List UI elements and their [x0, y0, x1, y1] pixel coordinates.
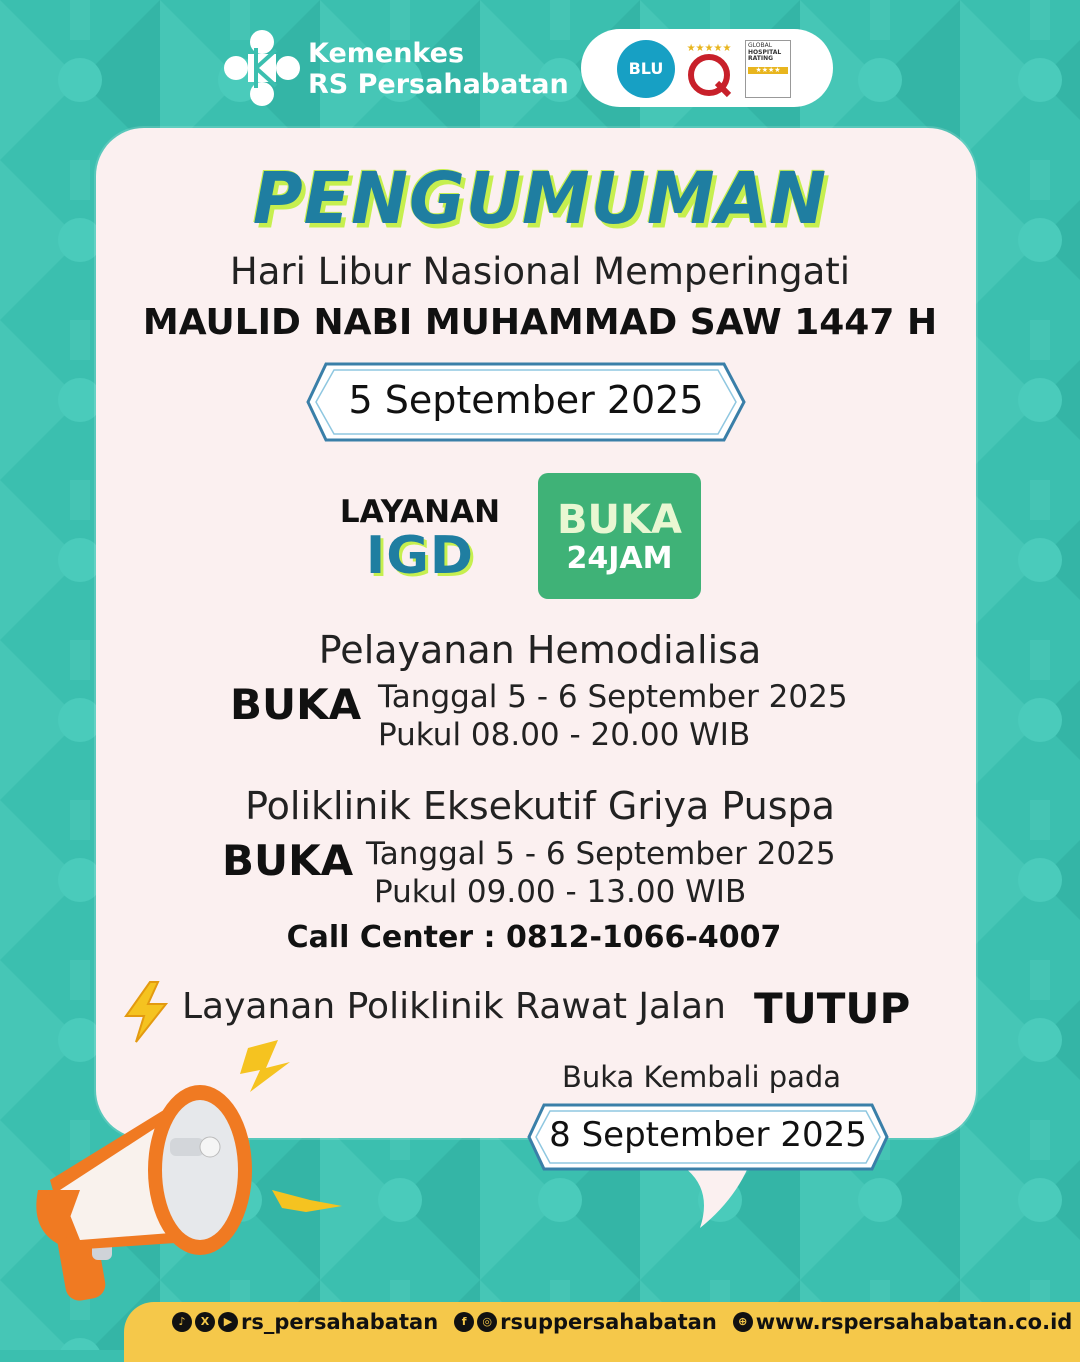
outpatient-text: Layanan Poliklinik Rawat Jalan: [182, 986, 726, 1027]
kemenkes-logo: [222, 28, 302, 108]
igd-label: [320, 494, 520, 586]
hemodialisa-schedule: [378, 678, 848, 754]
griya-puspa-schedule: [366, 835, 836, 911]
holiday-date-box: [304, 360, 748, 444]
igd-status-line1: BUKA: [557, 497, 682, 543]
igd-name: IGD: [365, 526, 475, 586]
footer-social: [172, 1310, 1072, 1334]
megaphone-icon: [30, 1040, 370, 1310]
griya-puspa-title: Poliklinik Eksekutif Griya Puspa: [245, 784, 835, 828]
globe-icon: ⊕: [733, 1312, 753, 1332]
reopen-label: Buka Kembali pada: [562, 1060, 842, 1094]
call-center: Call Center : 0812-1066-4007: [286, 920, 782, 955]
website-link[interactable]: www.rspersahabatan.co.id: [755, 1310, 1073, 1334]
svg-text:★★★★★: ★★★★★: [686, 43, 732, 54]
brand-name: [308, 38, 569, 100]
layanan-label: LAYANAN: [339, 494, 501, 530]
accreditation-badges: [581, 29, 833, 107]
ghr-line3: RATING: [748, 55, 774, 63]
igd-status-badge: [538, 473, 701, 599]
reopen-date: 8 September 2025: [549, 1115, 867, 1155]
tiktok-icon[interactable]: ♪: [172, 1312, 192, 1332]
hemodialisa-title: Pelayanan Hemodialisa: [318, 628, 762, 672]
announcement-subtitle: Hari Libur Nasional Memperingati: [229, 250, 851, 293]
ghr-stars: ★★★★: [748, 67, 788, 75]
ghr-line2: HOSPITAL: [748, 48, 782, 56]
ghr-line1: GLOBAL: [748, 42, 773, 49]
youtube-icon[interactable]: ▶: [218, 1312, 238, 1332]
hemodialisa-time: Pukul 08.00 - 20.00 WIB: [378, 717, 751, 753]
facebook-icon[interactable]: f: [454, 1312, 474, 1332]
hemodialisa-date: Tanggal 5 - 6 September 2025: [378, 679, 848, 715]
griya-puspa-time: Pukul 09.00 - 13.00 WIB: [374, 874, 747, 910]
global-hospital-rating-badge: [745, 40, 791, 98]
igd-status-line2: 24JAM: [566, 541, 673, 576]
event-name: MAULID NABI MUHAMMAD SAW 1447 H: [142, 302, 938, 343]
announcement-title: PENGUMUMAN: [252, 158, 828, 241]
lightning-icon: [120, 980, 172, 1044]
holiday-date: 5 September 2025: [348, 378, 704, 422]
x-icon[interactable]: X: [195, 1312, 215, 1332]
quality-badge-icon: [681, 39, 737, 99]
blu-badge: BLU: [617, 40, 675, 98]
brand-line2: RS Persahabatan: [308, 69, 569, 101]
hemodialisa-status: BUKA: [230, 680, 362, 729]
reopen-date-box: [526, 1102, 890, 1172]
outpatient-status: TUTUP: [754, 984, 911, 1033]
social-handle-1[interactable]: rs_persahabatan: [241, 1310, 439, 1334]
griya-puspa-date: Tanggal 5 - 6 September 2025: [366, 836, 836, 872]
social-handle-2[interactable]: rsuppersahabatan: [500, 1310, 717, 1334]
brand-line1: Kemenkes: [308, 38, 465, 69]
instagram-icon[interactable]: ◎: [477, 1312, 497, 1332]
griya-puspa-status: BUKA: [222, 836, 354, 885]
